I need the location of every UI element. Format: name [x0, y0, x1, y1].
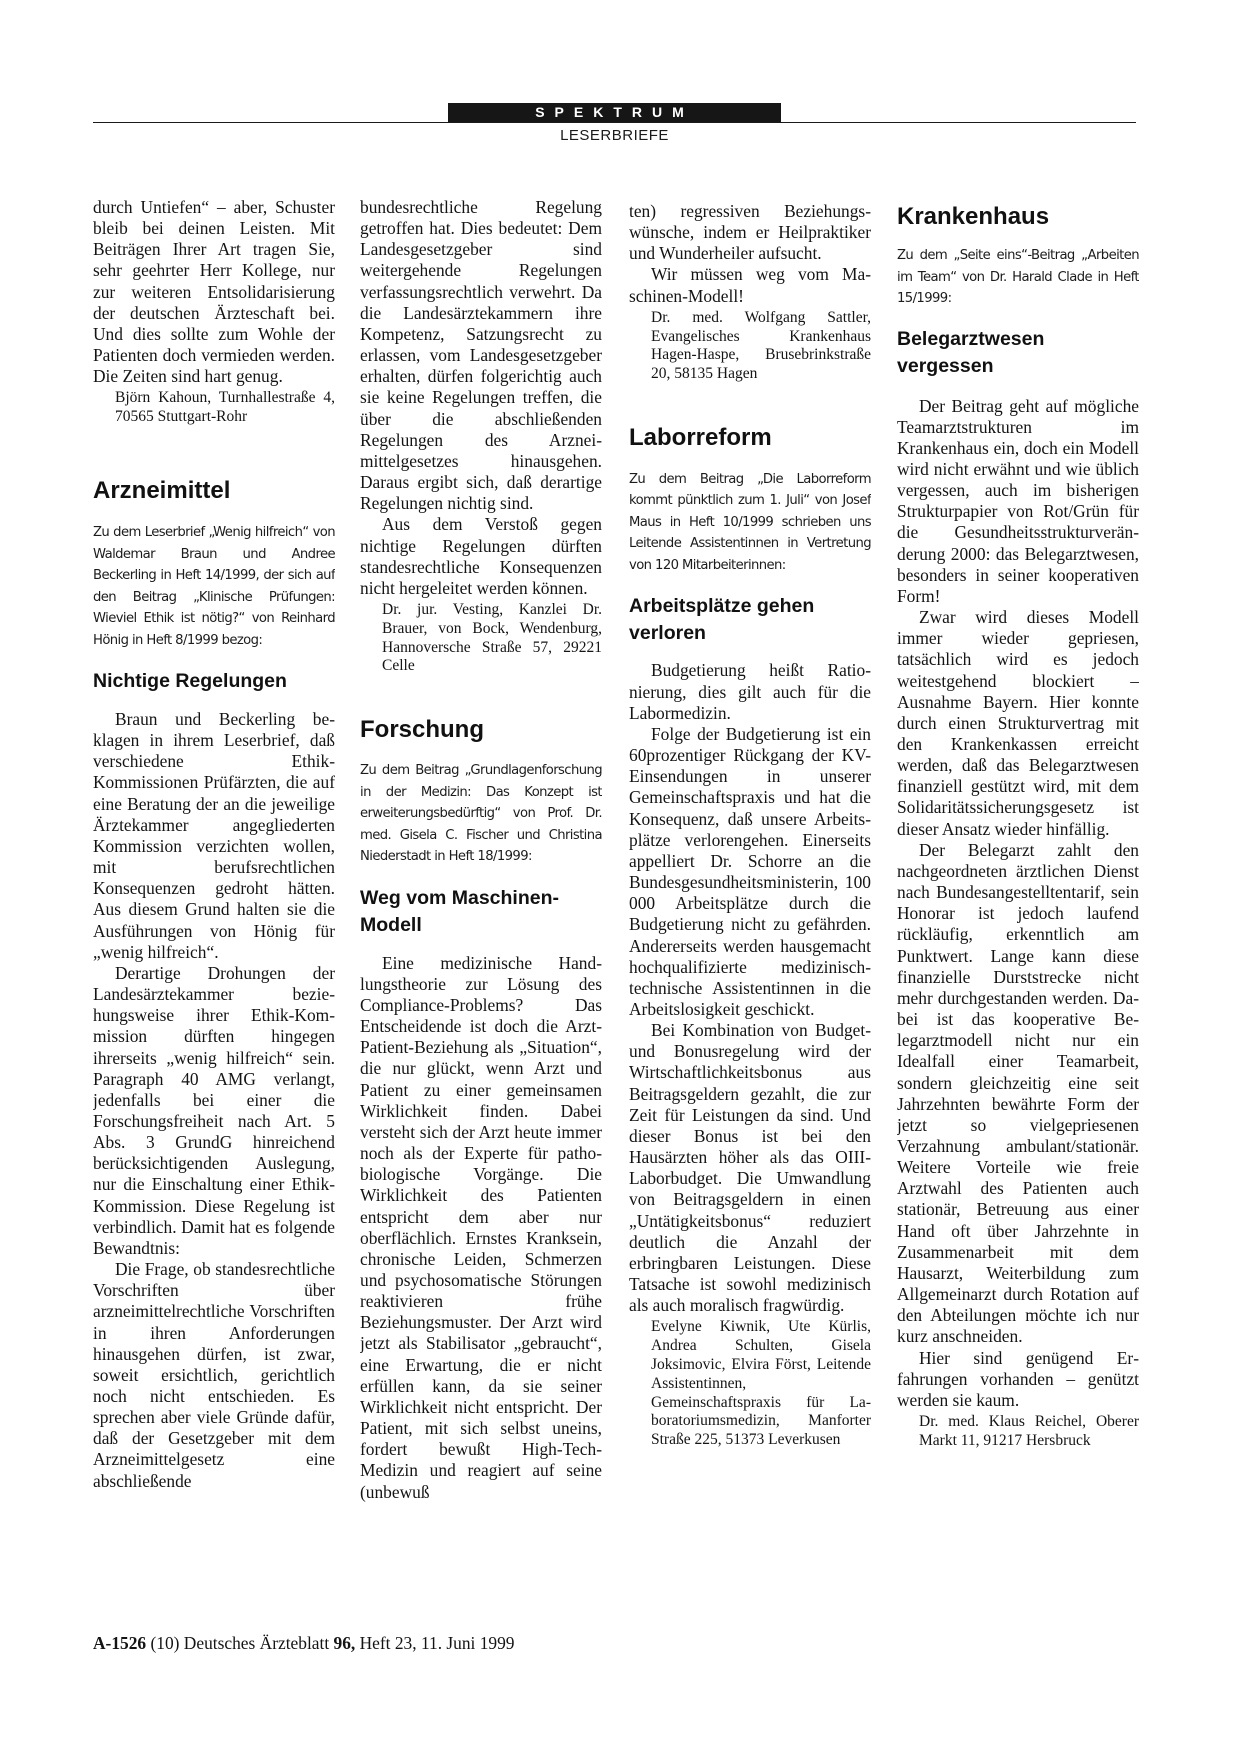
column-3 [629, 201, 871, 1641]
section-heading-krankenhaus: Krankenhaus [897, 203, 1050, 230]
letter-paragraph: Bei Kombination von Budget- und Bonusregelung wird der Wirtschaftlichkeitsbonus aus Beitragsgeldern gezahlt, die zur Zeit für Leistungen da sind. Und dieser Bonus ist bei den Hausärzten höher als das OIII-Laborbudget. Die Umwandlung von Beitragsgeldern in einen „Untätigkeitsbonus“ reduziert deutlich die Anzahl der erbringbaren Leistungen. Diese Tatsache ist sowohl medizinisch als auch moralisch fragwürdig. [629, 1020, 871, 1316]
reference-note: Zu dem Leserbrief „Wenig hilfreich“ von Waldemar Braun und Andree Beckerling in Heft 14/1999, der sich auf den Beitrag „Klinische Prüfungen: Wieviel Ethik ist nötig?“ von Reinhard Hönig in Heft 8/1999 bezog: [93, 525, 335, 648]
section-title: SPEKTRUM [535, 104, 694, 120]
letter-paragraph: Hier sind genügend Erfahrungen vorhanden – genützt werden sie kaum. [897, 1347, 1139, 1410]
letter-paragraph: Die Frage, ob standesrechtliche Vorschriften über arzneimittelrechtliche Vorschriften in ihren Anforderungen hinausgehen dürfen, ist zwar, soweit ersichtlich, gerichtlich noch nicht entschieden. Es sprechen aber viele Gründe dafür, daß der Gesetzgeber mit dem Arzneimittelgesetz eine abschließende [93, 1259, 335, 1491]
letter-signature: Dr. med. Klaus Reichel, Oberer Markt 11, 91217 Hersbruck [919, 1413, 1139, 1449]
letter-title: Weg vom Maschinen-Modell [360, 886, 560, 936]
letter-paragraph: Wir müssen weg vom Maschinen-Modell! [629, 264, 871, 306]
subsection-title: LESERBRIEFE [560, 127, 669, 144]
letter-paragraph: Eine medizinische Handlungstheorie zur Lösung des Compliance-Problems? Das Entscheidende ist doch die Arzt-Patient-Beziehung als „Situation“, die nur glückt, wenn Arzt und Patient zu einer gemeinsamen Wirklichkeit finden. Dabei versteht sich der Arzt heute immer noch als der Experte für patho-biologische Vorgänge. Die Wirklichkeit des Patienten entspricht dem aber nur oberflächlich. Ernstes Kranksein, chronische Leiden, Schmerzen und psychosomatische Störungen reaktivieren frühe Beziehungsmuster. Der Arzt wird jetzt als Stabilisator „gebraucht“, eine Erwartung, die er nicht erfüllen kann, da sie seiner Wirklichkeit nicht entspricht. Der Patient, mit sich selbst uneins, fordert bewußt High-Tech-Medizin und reagiert auf seine (unbewuß [360, 952, 602, 1502]
letter-paragraph: Zwar wird dieses Modell immer wieder gepriesen, tatsächlich wird es jedoch weitestgehend blockiert – Ausnahme Bayern. Hier konnte durch einen Strukturvertrag mit den Krankenkassen erreicht werden, daß das Belegarztwesen finanziell gestützt wird, mit dem Solidaritätssicherungsgesetz ist dieser Ansatz wieder hinfällig. [897, 607, 1139, 839]
letter-paragraph: bundesrechtliche Regelung getroffen hat. Dies bedeutet: Dem Landesgesetzgeber sind weitergehende Regelungen verfassungsrechtlich verwehrt. Da die Landesärztekammern ihre Kompetenz, Satzungsrecht zu erlassen, vom Landesgesetzgeber erhalten, dürfen folgerichtig auch sie keine Regelungen treffen, die über die abschließenden Regelungen des Arzneimittelgesetzes hinausgehen. Daraus ergibt sich, daß derartige Regelungen nichtig sind. [360, 197, 602, 514]
footer-issue: Heft 23, 11. Juni 1999 [355, 1633, 515, 1653]
letter-title: Belegarztwesen vergessen [897, 327, 1045, 377]
letter-paragraph: Aus dem Verstoß gegen nichtige Regelungen dürften standesrechtliche Konsequenzen nicht hergeleitet werden können. [360, 514, 602, 598]
letter-signature: Evelyne Kiwnik, Ute Kürlis, Andrea Schulten, Gisela Joksimovic, Elvira Först, Leitende Assistentinnen, Gemeinschaftspraxis für Laboratoriumsmedizin, Manforter Straße 225, 51373 Leverkusen [651, 1318, 871, 1449]
letter-signature: Dr. med. Wolfgang Sattler, Evangelisches Krankenhaus Hagen-Haspe, Brusebrinkstraße 20, 58135 Hagen [651, 308, 871, 383]
column-1 [93, 197, 335, 1637]
header-rule [93, 122, 1136, 123]
letter-paragraph: Der Belegarzt zahlt den nachgeordneten ärztlichen Dienst nach Bundesangestelltentarif, sein Honorar ist jedoch laufend rückläufig, erkenntlich am Punktwert. Lange kann diese finanzielle Durststrecke nicht mehr durchgestanden werden. Dabei ist das kooperative Belegarztmodell nicht nur ein Idealfall einer Teamarbeit, sondern gleichzeitig eine seit Jahrzehnten bewährte Form der jetzt so vielgepriesenen Verzahnung ambulant/stationär. Weitere Vorteile wie freie Arztwahl des Patienten auch stationär, Betreuung aus einer Hand oft über Jahrzehnte in Zusammenarbeit mit dem Hausarzt, Weiterbildung zum Allgemeinarzt durch Rotation auf den Abteilungen möchte ich nur kurz anschneiden. [897, 839, 1139, 1347]
letter-paragraph: Der Beitrag geht auf mögliche Teamarztstrukturen im Krankenhaus ein, doch ein Modell wird nicht erwähnt und wie üblich vergessen, auch im bisherigen Strukturpapier von Rot/Grün für die Gesundheitsstrukturveränderung 2000: das Belegarztwesen, besonders in seiner kooperativen Form! [897, 395, 1139, 606]
letter-title: Arbeitsplätze gehen verloren [629, 595, 815, 645]
letter-paragraph: ten) regressiven Beziehungswünsche, indem er Heilpraktiker und Wunderheiler aufsucht. [629, 201, 871, 264]
letter-paragraph: durch Untiefen“ – aber, Schuster bleib bei deinen Leisten. Mit Beiträgen Ihrer Art tragen Sie, sehr geehrter Herr Kollege, nur zur weiteren Entsolidarisierung der deutschen Ärzteschaft bei. Und dies sollte zum Wohle der Patienten doch vermieden werden. Die Zeiten sind hart genug. [93, 197, 335, 387]
footer-journal: (10) Deutsches Ärzteblatt [146, 1633, 334, 1653]
footer-volume: 96, [333, 1633, 356, 1653]
column-2 [360, 197, 602, 1637]
section-heading-arzneimittel: Arzneimittel [93, 477, 231, 504]
column-4 [897, 203, 1139, 1643]
letter-paragraph: Derartige Drohungen der Landesärztekammer beziehungsweise ihrer Ethik-Kommission dürften hingegen ihrerseits „wenig hilfreich“ sein. Paragraph 40 AMG verlangt, jedenfalls bei einer die Forschungsfreiheit nach Art. 5 Abs. 3 GrundG hinreichend berücksichtigenden Auslegung, nur die Einschaltung einer Ethik-Kommission. Diese Regelung ist verbindlich. Damit hat es folgende Bewandtnis: [93, 962, 335, 1258]
letter-paragraph: Braun und Beckerling beklagen in ihrem Leserbrief, daß verschiedene Ethik-Kommissionen Prüfärzten, die auf eine Beratung der an die jeweilige Ärztekammer angegliederten Kommission verzichten wollen, mit berufsrechtlichen Konsequenzen gedroht hätten. Aus diesem Grund halten sie die Ausführungen von Hönig für „wenig hilfreich“. [93, 709, 335, 962]
reference-note: Zu dem Beitrag „Die Laborreform kommt pünktlich zum 1. Juli“ von Josef Maus in Heft 10/1999 schrieben uns Leitende Assistentinnen in Vertretung von 120 Mitarbeiterinnen: [629, 471, 871, 573]
reference-note: Zu dem „Seite eins“-Beitrag „Arbeiten im Team“ von Dr. Harald Clade in Heft 15/1999: [897, 248, 1139, 306]
letter-paragraph: Folge der Budgetierung ist ein 60prozentiger Rückgang der KV-Einsendungen in unserer Gemeinschaftspraxis und hat die Konsequenz, daß unsere Arbeitsplätze verlorengehen. Einerseits appelliert Dr. Schorre an die Bundesgesundheitsministerin, 100 000 Arbeitsplätze durch die Budgetierung nicht zu gefährden. Andererseits werden hausgemacht hochqualifizierte medizinisch-technische Assistentinnen in die Arbeitslosigkeit geschickt. [629, 723, 871, 1019]
letter-title: Nichtige Regelungen [93, 670, 287, 692]
reference-note: Zu dem Beitrag „Grundlagenforschung in der Medizin: Das Konzept ist erweiterungsbedürftig“ von Prof. Dr. med. Gisela C. Fischer und Christina Niederstadt in Heft 18/1999: [360, 763, 602, 865]
section-heading-forschung: Forschung [360, 716, 484, 744]
page-number: A-1526 [93, 1633, 147, 1653]
page-footer [93, 1633, 515, 1654]
section-bar [448, 103, 781, 122]
section-heading-laborreform: Laborreform [629, 423, 772, 451]
letter-signature: Dr. jur. Vesting, Kanzlei Dr. Brauer, von Bock, Wendenburg, Hannoversche Straße 57, 29221 Celle [382, 600, 602, 675]
letter-signature: Björn Kahoun, Turnhallestraße 4, 70565 Stuttgart-Rohr [115, 389, 335, 426]
letter-paragraph: Budgetierung heißt Rationierung, dies gilt auch für die Labormedizin. [629, 660, 871, 723]
